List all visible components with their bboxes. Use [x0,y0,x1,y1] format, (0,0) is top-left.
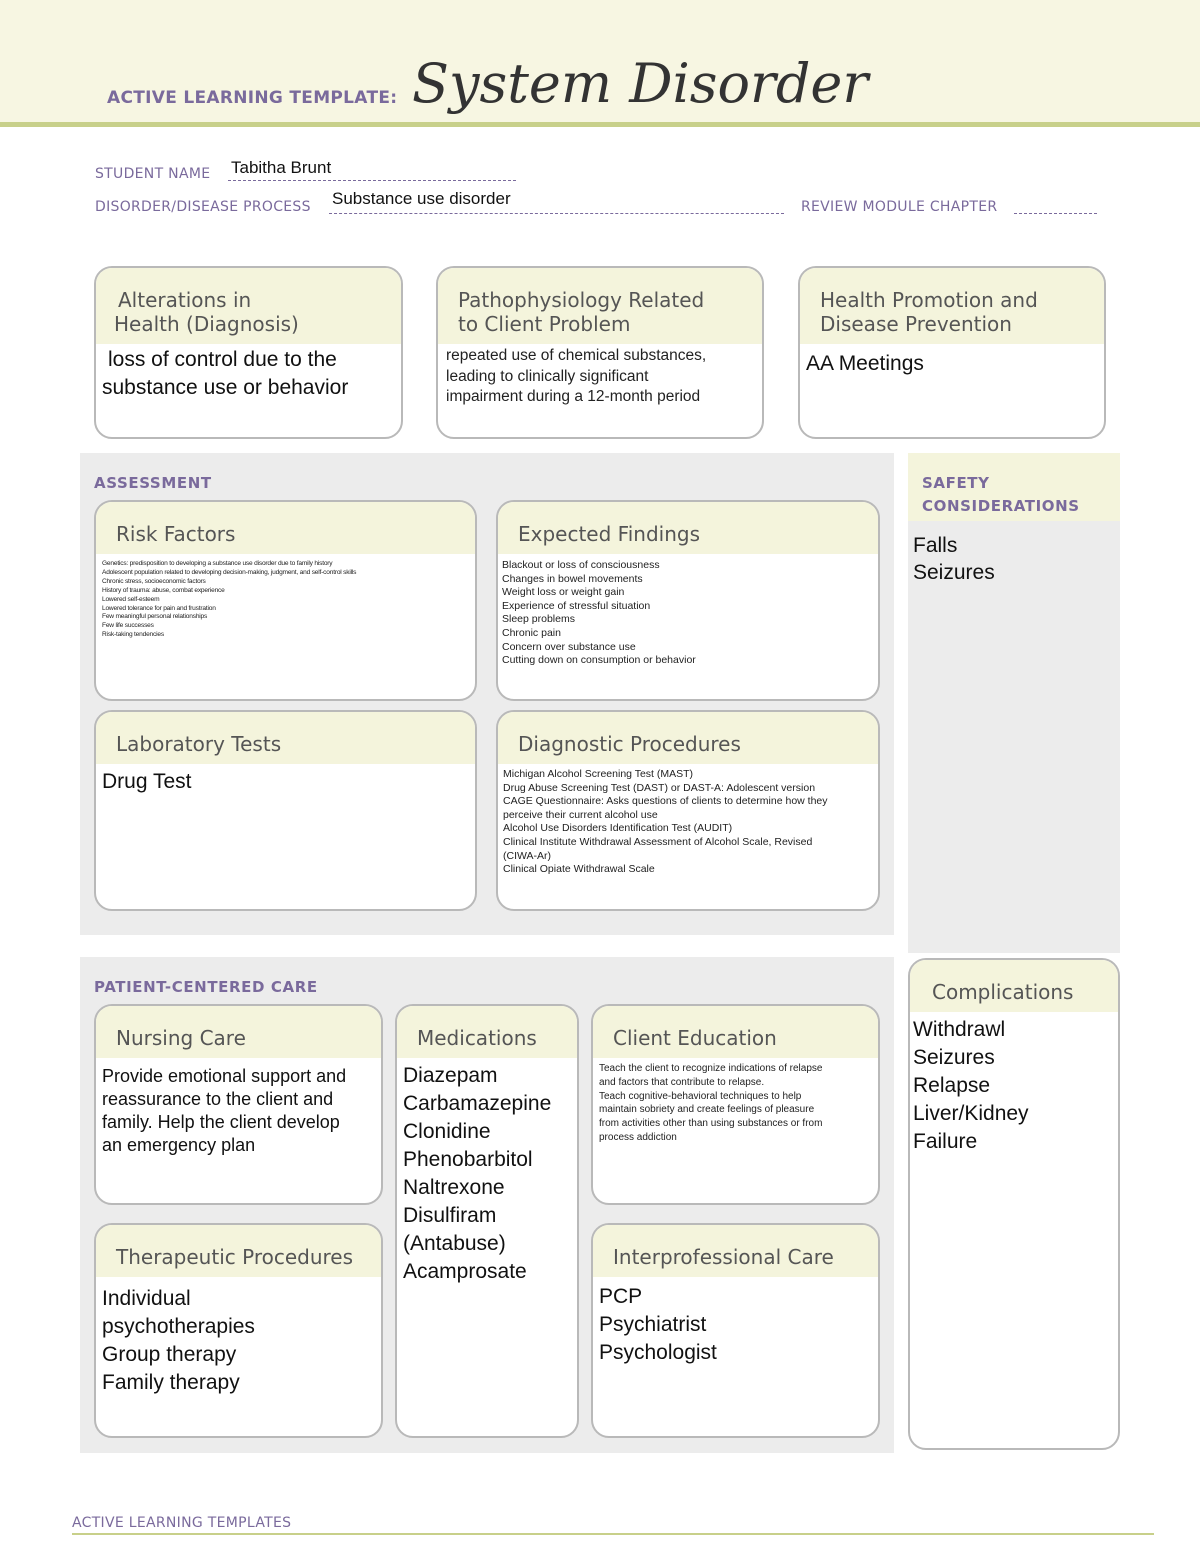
client-education-line: process addiction [599,1131,677,1143]
risk-factors-content[interactable] [96,554,475,640]
diagnostic-procedure-line: Michigan Alcohol Screening Test (MAST) [503,768,694,780]
client-education-line: maintain sobriety and create feelings of pleasure [599,1104,815,1116]
medication-line: Diazepam [403,1064,498,1087]
diagnostic-procedures-header [498,712,878,764]
nursing-care-line: an emergency plan [102,1135,256,1155]
client-education-content[interactable] [593,1058,878,1145]
therapeutic-procedures-header [96,1225,381,1277]
safety-title [922,472,1080,518]
pathophysiology-header [438,268,762,344]
therapeutic-procedure-line: Family therapy [102,1371,240,1394]
medication-line: Acamprosate [403,1260,527,1283]
client-education-line: Teach the client to recognize indications of relapse [599,1063,823,1074]
medication-line: Disulfiram [403,1204,497,1227]
diagnostic-procedure-line: Clinical Opiate Withdrawal Scale [503,863,655,876]
template-label: ACTIVE LEARNING TEMPLATE: [107,88,398,108]
expected-finding-line: Changes in bowel movements [502,572,643,585]
expected-findings-title: Expected Findings [518,522,700,546]
safety-content[interactable] [913,532,995,586]
student-name-field[interactable]: Tabitha Brunt [231,158,332,177]
alterations-line: loss of control due to the [108,348,337,371]
client-education-box [591,1004,880,1205]
expected-finding-line: Sleep problems [502,613,575,626]
diagnostic-procedure-line: Alcohol Use Disorders Identification Test (AUDIT) [503,822,733,835]
complication-line: Relapse [913,1074,991,1097]
client-education-line: from activities other than using substances or from [599,1118,823,1130]
interprofessional-care-content[interactable] [593,1277,878,1367]
pathophysiology-line: leading to clinically significant [446,367,649,385]
alterations-in-health-box [94,266,403,439]
health-promotion-header [800,268,1104,344]
laboratory-tests-title: Laboratory Tests [116,732,282,756]
expected-finding-line: Blackout or loss of consciousness [502,559,660,571]
risk-factor-line: Genetics: predisposition to developing a substance use disorder due to family history [102,560,333,567]
review-module-label: REVIEW MODULE CHAPTER [801,199,998,215]
diagnostic-procedure-line: Drug Abuse Screening Test (DAST) or DAST-A: Adolescent version [503,781,816,794]
risk-factor-line: Few life successes [102,622,154,630]
complication-line: Failure [913,1130,978,1153]
complication-line: Liver/Kidney [913,1102,1029,1125]
laboratory-tests-content[interactable] [96,764,475,796]
medication-line: Clonidine [403,1120,491,1143]
diagnostic-procedure-line: CAGE Questionnaire: Asks questions of clients to determine how they [503,795,828,808]
pathophysiology-line: repeated use of chemical substances, [446,347,707,364]
therapeutic-procedures-content[interactable] [96,1277,381,1397]
client-education-title: Client Education [613,1026,777,1050]
interprofessional-care-header [593,1225,878,1277]
alterations-header [96,268,401,344]
medication-line: Phenobarbitol [403,1148,533,1171]
health-promotion-title-2: Disease Prevention [820,312,1012,336]
diagnostic-procedures-content[interactable] [498,764,878,877]
interprofessional-care-box [591,1223,880,1438]
medication-line: Naltrexone [403,1176,505,1199]
client-education-header [593,1006,878,1058]
health-promotion-title-1: Health Promotion and [820,288,1038,312]
pathophysiology-box [436,266,764,439]
complication-line: Withdrawl [913,1018,1006,1041]
interprofessional-care-line: Psychiatrist [599,1313,707,1336]
student-name-label: STUDENT NAME [95,166,211,182]
expected-finding-line: Cutting down on consumption or behavior [502,654,696,667]
medications-box [395,1004,579,1438]
diagnostic-procedure-line: perceive their current alcohol use [503,808,658,821]
health-promotion-line: AA Meetings [806,352,924,375]
alterations-content[interactable] [96,344,401,402]
risk-factor-line: Lowered self-esteem [102,595,160,603]
alterations-title-1: Alterations in [118,288,252,312]
safety-considerations-section [908,453,1120,953]
expected-findings-content[interactable] [498,554,878,668]
nursing-care-title: Nursing Care [116,1026,246,1050]
safety-line: Seizures [913,561,995,584]
expected-finding-line: Chronic pain [502,626,561,639]
review-module-underline [1014,213,1097,214]
risk-factors-title: Risk Factors [116,522,236,546]
medications-header [397,1006,577,1058]
complications-box [908,958,1120,1450]
therapeutic-procedures-box [94,1223,383,1438]
interprofessional-care-line: Psychologist [599,1341,717,1364]
safety-title-1: SAFETY [922,474,990,492]
complications-content[interactable] [910,1012,1118,1156]
nursing-care-line: Provide emotional support and [102,1066,347,1086]
risk-factors-header [96,502,475,554]
footer-divider [72,1533,1154,1535]
laboratory-tests-header [96,712,475,764]
assessment-label: ASSESSMENT [94,474,212,492]
medications-content[interactable] [397,1058,577,1286]
interprofessional-care-line: PCP [599,1285,643,1308]
health-promotion-content[interactable] [800,344,1104,378]
laboratory-test-line: Drug Test [102,770,192,793]
disorder-label: DISORDER/DISEASE PROCESS [95,199,311,215]
patient-centered-care-label: PATIENT-CENTERED CARE [94,978,318,996]
safety-line: Falls [913,534,958,557]
diagnostic-procedures-title: Diagnostic Procedures [518,732,741,756]
alterations-line: substance use or behavior [102,376,349,399]
expected-finding-line: Experience of stressful situation [502,599,651,612]
therapeutic-procedure-line: psychotherapies [102,1315,255,1338]
expected-finding-line: Concern over substance use [502,640,636,653]
pathophysiology-content[interactable] [438,344,762,408]
risk-factor-line: Adolescent population related to developing decision-making, judgment, and self-control skills [102,568,357,576]
expected-findings-header [498,502,878,554]
nursing-care-line: family. Help the client develop [102,1112,340,1132]
medications-title: Medications [417,1026,537,1050]
expected-finding-line: Weight loss or weight gain [502,586,625,599]
nursing-care-header [96,1006,381,1058]
student-name-underline [228,180,516,181]
risk-factor-line: Lowered tolerance for pain and frustration [102,604,216,612]
diagnostic-procedure-line: Clinical Institute Withdrawal Assessment of Alcohol Scale, Revised [503,835,813,848]
risk-factors-box [94,500,477,701]
alterations-title-2: Health (Diagnosis) [114,312,299,336]
safety-title-2: CONSIDERATIONS [922,497,1080,515]
pathophysiology-title-1: Pathophysiology Related [458,288,705,312]
medication-line: Carbamazepine [403,1092,552,1115]
diagnostic-procedures-box [496,710,880,911]
risk-factor-line: Risk-taking tendencies [102,631,164,639]
client-education-line: Teach cognitive-behavioral techniques to help [599,1090,802,1102]
therapeutic-procedures-title: Therapeutic Procedures [116,1245,354,1269]
client-education-line: and factors that contribute to relapse. [599,1076,765,1088]
risk-factor-line: History of trauma: abuse, combat experience [102,586,225,594]
header-divider [0,122,1200,127]
therapeutic-procedure-line: Group therapy [102,1343,237,1366]
interprofessional-care-title: Interprofessional Care [613,1245,834,1269]
health-promotion-box [798,266,1106,439]
risk-factor-line: Few meaningful personal relationships [102,613,208,621]
medication-line: (Antabuse) [403,1232,506,1255]
therapeutic-procedure-line: Individual [102,1287,191,1310]
nursing-care-content[interactable] [96,1058,381,1157]
disorder-underline [329,213,784,214]
nursing-care-box [94,1004,383,1205]
complications-header [910,960,1118,1012]
nursing-care-line: reassurance to the client and [102,1089,334,1109]
pathophysiology-title-2: to Client Problem [458,312,631,336]
laboratory-tests-box [94,710,477,911]
complication-line: Seizures [913,1046,995,1069]
footer-label: ACTIVE LEARNING TEMPLATES [72,1515,292,1531]
complications-title: Complications [932,980,1074,1004]
pathophysiology-line: impairment during a 12-month period [446,388,701,405]
template-title: System Disorder [412,52,869,115]
disorder-field[interactable]: Substance use disorder [332,189,511,208]
diagnostic-procedure-line: (CIWA-Ar) [503,849,552,862]
expected-findings-box [496,500,880,701]
risk-factor-line: Chronic stress, socioeconomic factors [102,577,206,585]
